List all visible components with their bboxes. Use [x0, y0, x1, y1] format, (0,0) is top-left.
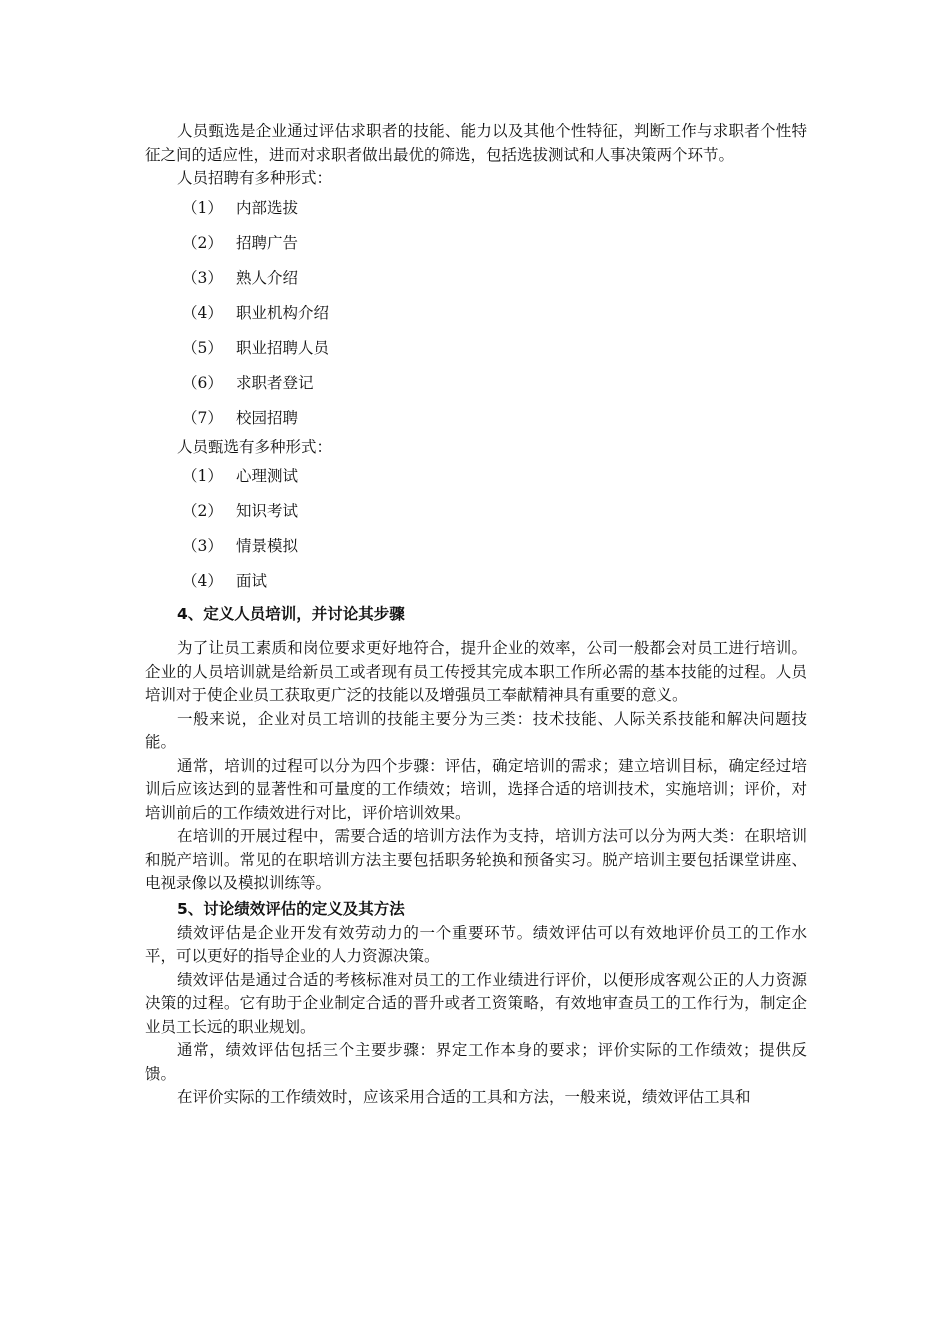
section-4-heading: 4、定义人员培训，并讨论其步骤: [177, 605, 405, 623]
list-item-number: （4）: [182, 572, 223, 590]
list-item-number: （6）: [182, 373, 223, 392]
list-item-text: 知识考试: [236, 502, 299, 520]
list-item-number: （7）: [182, 408, 223, 427]
list-item: [145, 401, 807, 436]
list-item: [145, 331, 807, 366]
list-item: [145, 459, 807, 494]
list-item-text: 求职者登记: [236, 373, 314, 392]
list-item-text: 职业招聘人员: [236, 338, 330, 357]
list-item: [145, 494, 807, 529]
list-item-number: （1）: [182, 467, 223, 485]
list-item-text: 熟人介绍: [236, 268, 299, 287]
list-item: [145, 366, 807, 401]
recruitment-forms-lead: 人员招聘有多种形式：: [177, 169, 333, 187]
recruitment-forms-list: [145, 191, 807, 436]
list-item-text: 情景模拟: [236, 537, 299, 555]
list-item-number: （4）: [182, 303, 223, 322]
section-5-paragraph: 绩效评估是企业开发有效劳动力的一个重要环节。绩效评估可以有效地评价员工的工作水平，可以更好的指导企业的人力资源决策。: [145, 923, 807, 965]
list-item: [145, 529, 807, 564]
list-item-text: 面试: [236, 572, 268, 590]
section-4-paragraph: 通常，培训的过程可以分为四个步骤：评估，确定培训的需求；建立培训目标，确定经过培训后应该达到的显著性和可量度的工作绩效；培训，选择合适的培训技术，实施培训；评价，对培训前后的工作绩效进行对比，评价培训效果。: [145, 756, 807, 822]
document-body: [145, 120, 807, 1110]
list-item-number: （5）: [182, 338, 223, 357]
list-item: [145, 261, 807, 296]
list-item: [145, 564, 807, 599]
section-5-paragraph: 在评价实际的工作绩效时，应该采用合适的工具和方法，一般来说，绩效评估工具和: [177, 1088, 751, 1106]
list-item-text: 校园招聘: [236, 408, 299, 427]
list-item-number: （1）: [182, 198, 223, 217]
section-4-paragraph: 在培训的开展过程中，需要合适的培训方法作为支持，培训方法可以分为两大类：在职培训和脱产培训。常见的在职培训方法主要包括职务轮换和预备实习。脱产培训主要包括课堂讲座、电视录像以及模拟训练等。: [145, 827, 807, 892]
list-item-number: （2）: [182, 502, 223, 520]
list-item-number: （3）: [182, 268, 223, 287]
section-4-paragraph: 为了让员工素质和岗位要求更好地符合，提升企业的效率，公司一般都会对员工进行培训。企业的人员培训就是给新员工或者现有员工传授其完成本职工作所必需的基本技能的过程。人员培训对于使企业员工获取更广泛的技能以及增强员工奉献精神具有重要的意义。: [145, 639, 807, 704]
list-item-number: （3）: [182, 537, 223, 555]
intro-paragraph: 人员甄选是企业通过评估求职者的技能、能力以及其他个性特征，判断工作与求职者个性特征之间的适应性，进而对求职者做出最优的筛选，包括选拔测试和人事决策两个环节。: [145, 122, 807, 164]
selection-forms-list: [145, 459, 807, 599]
list-item-text: 心理测试: [236, 467, 299, 485]
section-5-paragraph: 绩效评估是通过合适的考核标准对员工的工作业绩进行评价，以便形成客观公正的人力资源决策的过程。它有助于企业制定合适的晋升或者工资策略，有效地审查员工的工作行为，制定企业员工长远的职业规划。: [145, 970, 807, 1036]
section-5-paragraph: 通常，绩效评估包括三个主要步骤：界定工作本身的要求；评价实际的工作绩效；提供反馈。: [145, 1041, 807, 1083]
section-5-heading: 5、讨论绩效评估的定义及其方法: [177, 899, 405, 918]
list-item-text: 职业机构介绍: [236, 303, 330, 322]
section-4-paragraph: 一般来说，企业对员工培训的技能主要分为三类：技术技能、人际关系技能和解决问题技能。: [145, 709, 807, 751]
list-item: [145, 191, 807, 226]
list-item: [145, 226, 807, 261]
list-item: [145, 296, 807, 331]
selection-forms-lead: 人员甄选有多种形式：: [177, 437, 333, 456]
list-item-text: 内部选拔: [236, 198, 299, 217]
list-item-number: （2）: [182, 233, 223, 252]
list-item-text: 招聘广告: [236, 233, 299, 252]
